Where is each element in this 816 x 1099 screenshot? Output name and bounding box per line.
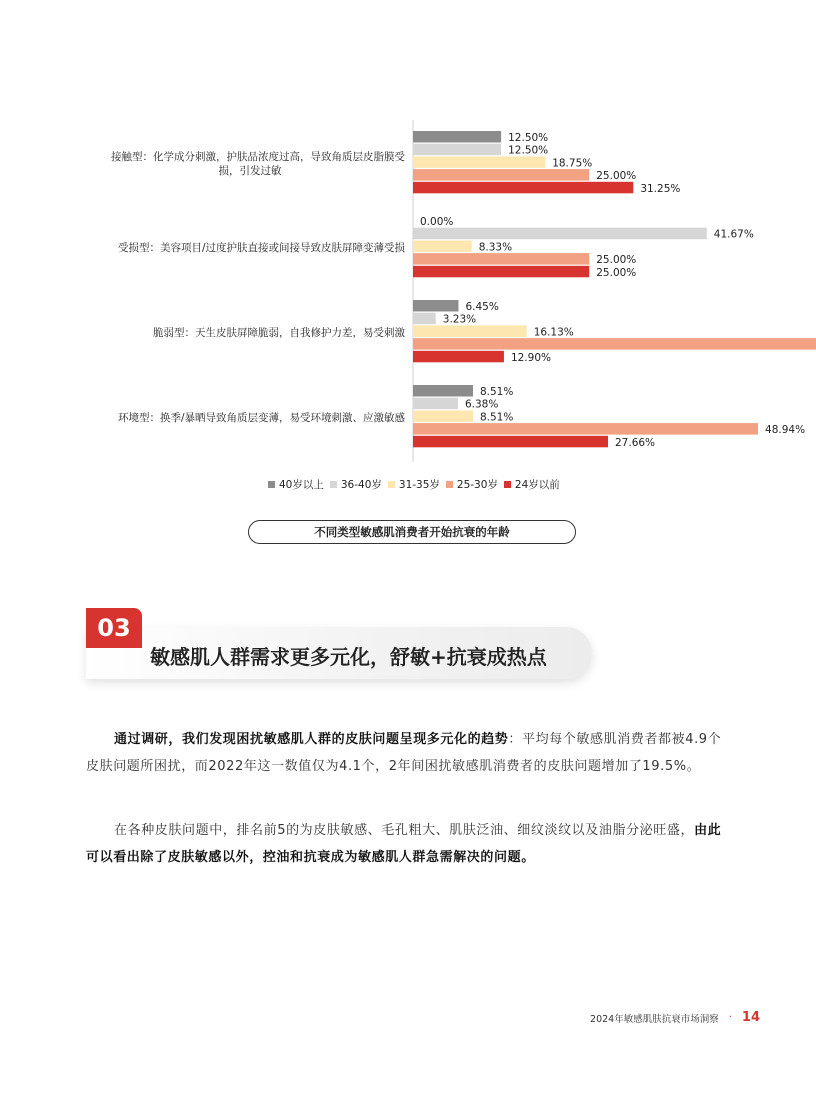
bar	[413, 385, 473, 397]
data-label: 31.25%	[640, 182, 681, 195]
legend-item	[268, 477, 324, 492]
data-label: 12.50%	[508, 144, 549, 157]
legend-label: 40岁以上	[279, 479, 324, 491]
legend-label: 24岁以前	[514, 479, 560, 491]
bar	[413, 398, 458, 410]
legend-swatch	[268, 481, 275, 488]
data-label: 3.23%	[442, 313, 477, 326]
page-number: 14	[741, 1010, 760, 1025]
data-label: 25.00%	[596, 170, 637, 183]
data-label: 12.50%	[508, 132, 549, 144]
bar	[413, 436, 608, 448]
bar	[413, 144, 501, 156]
bar	[413, 338, 816, 350]
bar	[413, 131, 501, 143]
legend-swatch	[504, 481, 511, 488]
bar	[413, 156, 545, 168]
category-label: 受损型：美容项目/过度护肤直接或间接导致皮肤屏障变薄受损	[117, 241, 405, 254]
data-label: 8.51%	[479, 386, 514, 398]
data-label: 16.13%	[533, 326, 574, 339]
legend-item	[446, 477, 498, 492]
legend-swatch	[388, 481, 395, 488]
bar	[413, 313, 436, 325]
data-label: 27.66%	[615, 436, 656, 449]
legend-swatch	[330, 481, 337, 488]
bar	[413, 423, 758, 435]
legend-label: 31-35岁	[398, 479, 440, 491]
data-label: 18.75%	[552, 157, 593, 170]
section-title: 敏感肌人群需求更多元化，舒敏+抗衰成热点	[150, 645, 547, 669]
paragraph-1	[86, 726, 732, 780]
chart-legend	[268, 477, 560, 492]
bar	[413, 351, 504, 363]
page-footer	[590, 1010, 760, 1025]
data-label: 12.90%	[510, 351, 551, 364]
bar	[413, 169, 589, 181]
paragraph-2-text: 在各种皮肤问题中，排名前5的为皮肤敏感、毛孔粗大、肌肤泛油、细纹淡纹以及油脂分泌旺盛，	[114, 823, 695, 838]
bar	[413, 325, 527, 337]
footer-separator: ·	[728, 1012, 732, 1023]
category-label: 环境型：换季/暴晒导致角质层变薄，易受环境刺激、应激敏感	[117, 411, 405, 424]
bar	[413, 253, 589, 265]
legend-swatch	[446, 481, 453, 488]
paragraph-2	[86, 817, 732, 871]
legend-label: 36-40岁	[340, 479, 382, 491]
data-label: 41.67%	[713, 228, 754, 241]
bar	[413, 182, 633, 194]
chart-caption: 不同类型敏感肌消费者开始抗衰的年龄	[248, 520, 576, 544]
footer-title: 2024年敏感肌肤抗衰市场洞察	[590, 1013, 719, 1025]
paragraph-1-bold: 通过调研，我们发现困扰敏感肌人群的皮肤问题呈现多元化的趋势	[114, 732, 509, 747]
category-label: 损，引发过敏	[218, 164, 282, 177]
chart-area	[0, 0, 816, 480]
section-number: 03	[86, 608, 142, 648]
bar	[413, 410, 473, 422]
legend-label: 25-30岁	[456, 479, 498, 491]
data-label: 6.45%	[465, 301, 499, 313]
paragraph-1-text: ：平均每个敏感肌消费者都被4.9个皮肤问题所困扰，而2022年这一数值仅为4.1个，2年间困扰敏感肌消费者的皮肤问题增加了19.5%。	[86, 732, 722, 774]
data-label: 8.33%	[478, 241, 513, 254]
legend-item	[330, 477, 382, 492]
data-label: 48.94%	[765, 424, 806, 437]
legend-item	[388, 477, 440, 492]
data-label: 8.51%	[479, 411, 514, 424]
bar	[413, 266, 589, 278]
bar	[413, 228, 707, 240]
bar	[413, 240, 472, 252]
paragraph-2-bold: 由此可以看出除了皮肤敏感以外，控油和抗衰成为敏感肌人群急需解决的问题。	[86, 823, 722, 865]
bar-chart	[0, 0, 816, 470]
bar	[413, 300, 458, 312]
data-label: 25.00%	[596, 254, 637, 267]
legend-item	[504, 477, 560, 492]
data-label: 0.00%	[420, 216, 454, 228]
data-label: 6.38%	[464, 398, 499, 411]
category-label: 接触型：化学成分刺激，护肤品浓度过高，导致角质层皮脂膜受	[111, 150, 405, 163]
data-label: 25.00%	[596, 266, 637, 279]
category-label: 脆弱型：天生皮肤屏障脆弱，自我修护力差，易受刺激	[153, 326, 405, 339]
